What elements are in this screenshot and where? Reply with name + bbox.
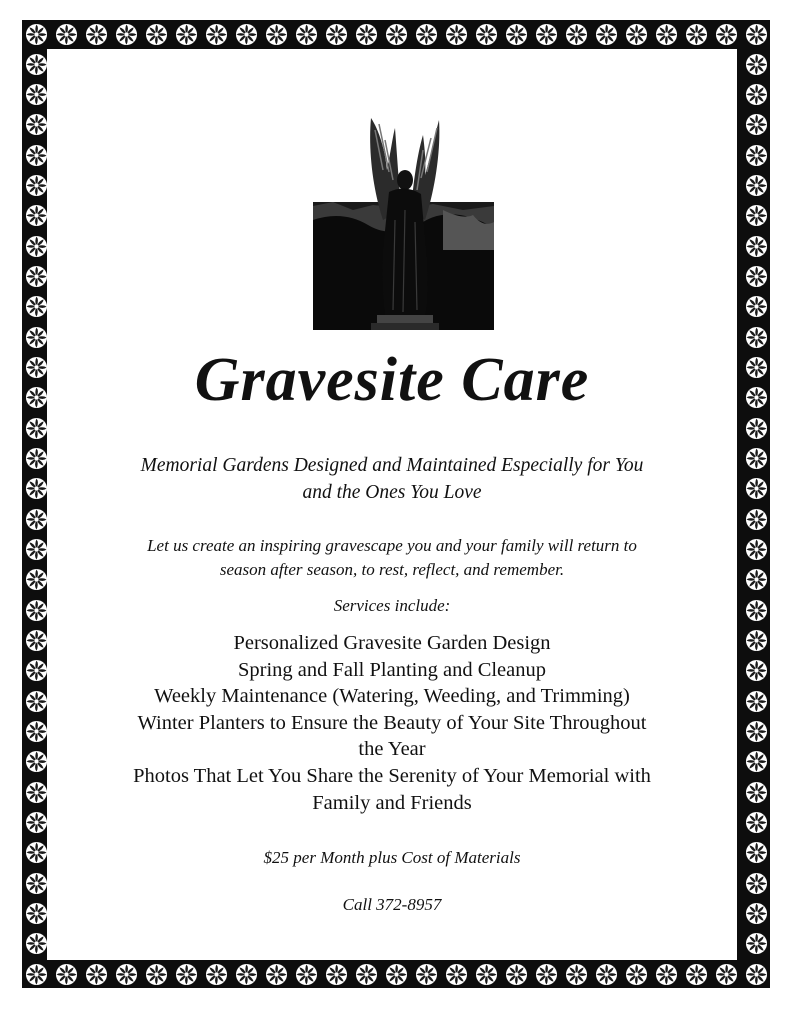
flower-ornament-icon [55,963,78,986]
flower-ornament-icon [355,23,378,46]
flower-ornament-icon [745,53,768,76]
flower-ornament-icon [745,235,768,258]
flower-ornament-icon [25,811,48,834]
flower-ornament-icon [25,204,48,227]
flower-ornament-icon [25,477,48,500]
flower-ornament-icon [25,174,48,197]
flower-ornament-icon [25,417,48,440]
flower-ornament-icon [25,113,48,136]
flower-ornament-icon [445,23,468,46]
flower-ornament-icon [745,599,768,622]
flower-ornament-icon [505,23,528,46]
flower-ornament-icon [745,447,768,470]
flower-ornament-icon [25,83,48,106]
flower-ornament-icon [115,23,138,46]
flower-ornament-icon [445,963,468,986]
tagline [70,452,714,506]
flower-ornament-icon [25,23,48,46]
service-item: the Year [358,738,426,761]
flower-ornament-icon [745,386,768,409]
tagline-line: and the Ones You Love [302,482,482,503]
flower-ornament-icon [25,235,48,258]
flower-ornament-icon [685,963,708,986]
flower-ornament-icon [745,872,768,895]
flower-ornament-icon [25,902,48,925]
flower-ornament-icon [295,963,318,986]
flower-ornament-icon [115,963,138,986]
flower-ornament-icon [745,508,768,531]
flower-ornament-icon [745,417,768,440]
flower-ornament-icon [355,963,378,986]
flower-ornament-icon [745,326,768,349]
flower-ornament-icon [175,23,198,46]
flower-ornament-icon [415,23,438,46]
flower-ornament-icon [25,326,48,349]
flower-ornament-icon [745,629,768,652]
flower-ornament-icon [25,508,48,531]
flower-ornament-icon [385,963,408,986]
flower-ornament-icon [565,23,588,46]
flower-ornament-icon [55,23,78,46]
flower-ornament-icon [25,932,48,955]
flower-ornament-icon [25,963,48,986]
flower-ornament-icon [25,447,48,470]
angel-statue-photo [313,110,494,330]
flower-ornament-icon [745,568,768,591]
flower-ornament-icon [205,963,228,986]
flower-ornament-icon [745,659,768,682]
flower-ornament-icon [235,963,258,986]
flower-ornament-icon [745,690,768,713]
flower-ornament-icon [25,629,48,652]
flower-ornament-icon [205,23,228,46]
flower-ornament-icon [25,538,48,561]
flower-ornament-icon [25,872,48,895]
service-item: Spring and Fall Planting and Cleanup [237,658,547,681]
flower-ornament-icon [715,23,738,46]
flower-ornament-icon [85,963,108,986]
flower-ornament-icon [325,23,348,46]
flower-ornament-icon [175,963,198,986]
flower-ornament-icon [25,750,48,773]
flower-ornament-icon [745,113,768,136]
flower-ornament-icon [745,538,768,561]
flower-ornament-icon [745,295,768,318]
flower-ornament-icon [745,720,768,743]
service-item: Winter Planters to Ensure the Beauty of Your Site Throughout [137,711,647,734]
flower-ornament-icon [745,932,768,955]
flower-ornament-icon [655,23,678,46]
flower-ornament-icon [415,963,438,986]
services-heading: Services include: [333,596,451,615]
service-item: Photos That Let You Share the Serenity of Your Memorial with [133,764,651,787]
flower-ornament-icon [85,23,108,46]
flower-ornament-icon [745,265,768,288]
phone-text: Call 372-8957 [342,895,442,914]
price-text: $25 per Month plus Cost of Materials [263,848,521,867]
flower-ornament-icon [25,690,48,713]
flower-ornament-icon [745,174,768,197]
flower-ornament-icon [25,295,48,318]
flower-ornament-icon [25,356,48,379]
flyer-title: Gravesite Care [194,346,590,414]
services-list [70,630,714,816]
flower-ornament-icon [385,23,408,46]
service-item: Family and Friends [312,791,472,814]
service-item: Personalized Gravesite Garden Design [233,632,551,654]
flower-ornament-icon [325,963,348,986]
flower-ornament-icon [145,23,168,46]
flower-ornament-icon [25,53,48,76]
service-item: Weekly Maintenance (Watering, Weeding, and Trimming) [154,685,630,708]
flower-ornament-icon [745,781,768,804]
flower-ornament-icon [25,841,48,864]
flower-ornament-icon [535,963,558,986]
flower-ornament-icon [475,963,498,986]
flower-ornament-icon [625,963,648,986]
flower-ornament-icon [145,963,168,986]
flower-ornament-icon [265,963,288,986]
flower-ornament-icon [25,599,48,622]
flower-ornament-icon [745,902,768,925]
flower-ornament-icon [535,23,558,46]
flower-ornament-icon [745,356,768,379]
flower-ornament-icon [25,144,48,167]
flower-ornament-icon [655,963,678,986]
flower-ornament-icon [745,83,768,106]
flower-ornament-icon [745,963,768,986]
flower-ornament-icon [25,386,48,409]
intro-line: season after season, to rest, reflect, and remember. [219,560,565,579]
flower-ornament-icon [265,23,288,46]
flower-ornament-icon [25,781,48,804]
flower-ornament-icon [595,963,618,986]
flower-ornament-icon [475,23,498,46]
flower-ornament-icon [25,265,48,288]
flower-ornament-icon [685,23,708,46]
flower-ornament-icon [745,477,768,500]
flower-ornament-icon [745,144,768,167]
flower-ornament-icon [595,23,618,46]
flower-ornament-icon [505,963,528,986]
intro-line: Let us create an inspiring gravescape you and your family will return to [147,536,637,555]
flower-ornament-icon [745,811,768,834]
flower-ornament-icon [25,720,48,743]
flower-ornament-icon [25,659,48,682]
flower-ornament-icon [745,23,768,46]
flower-ornament-icon [745,750,768,773]
flower-ornament-icon [25,568,48,591]
flower-ornament-icon [565,963,588,986]
tagline-line: Memorial Gardens Designed and Maintained Especially for You [140,455,644,476]
flower-ornament-icon [235,23,258,46]
flower-ornament-icon [715,963,738,986]
flower-ornament-icon [625,23,648,46]
flower-ornament-icon [745,841,768,864]
flower-ornament-icon [295,23,318,46]
intro-text [70,534,714,582]
flower-ornament-icon [745,204,768,227]
